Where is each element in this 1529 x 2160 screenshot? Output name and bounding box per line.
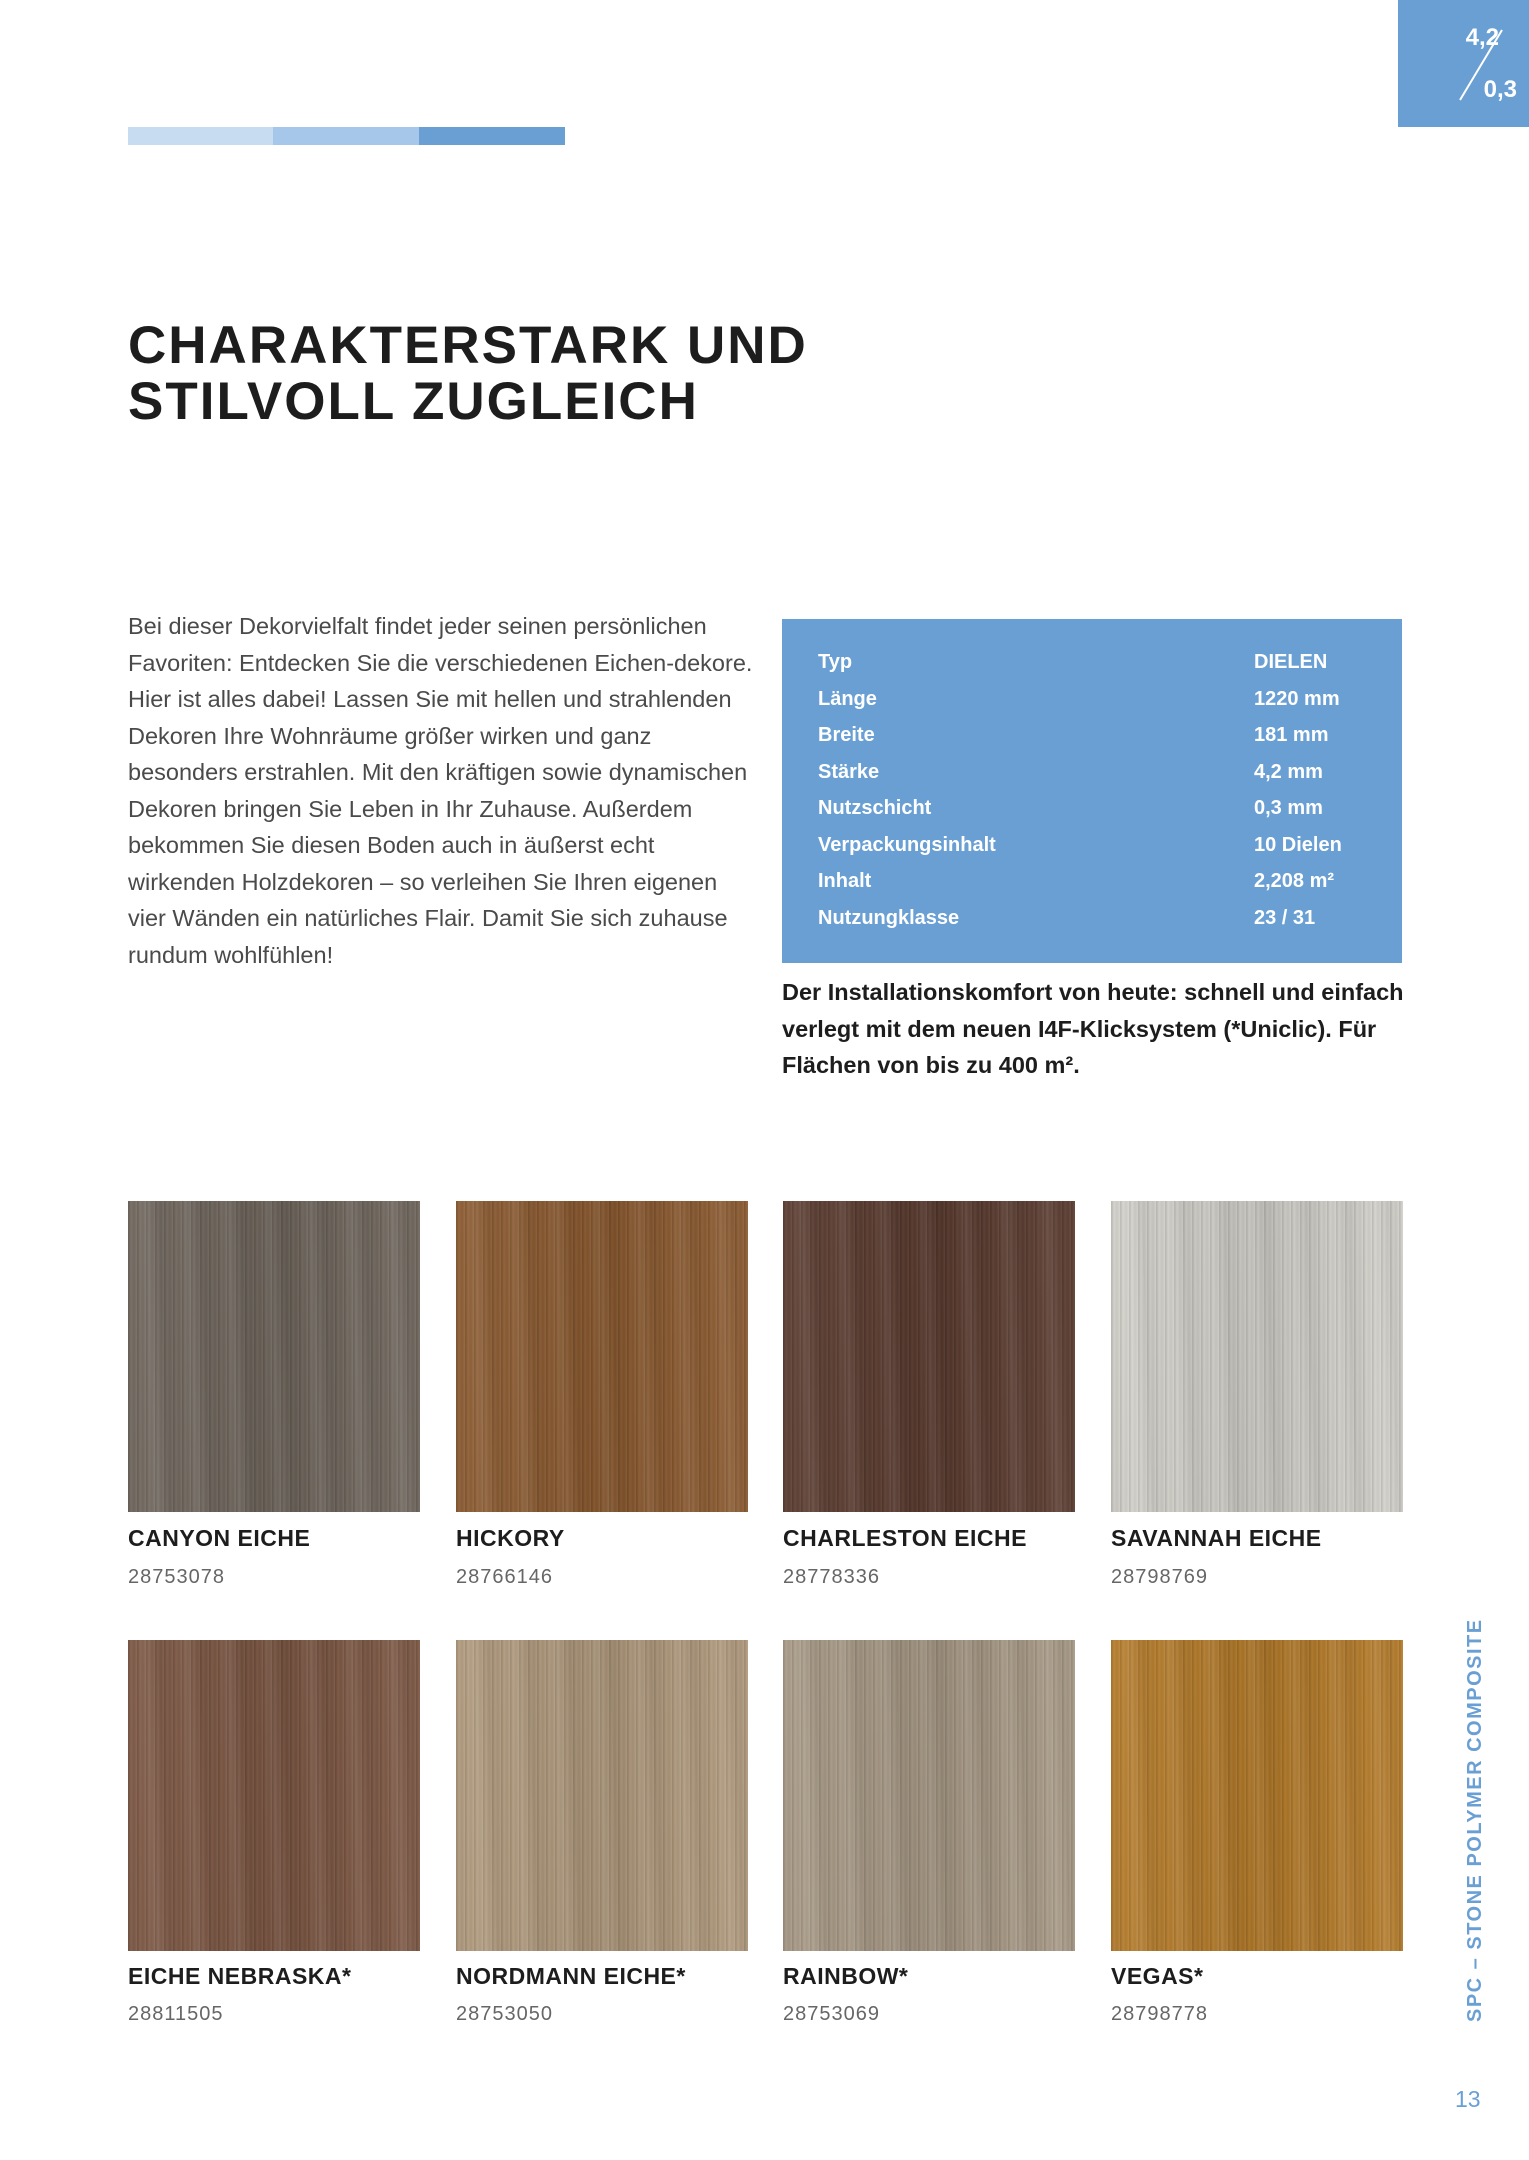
product-swatch-canyon-eiche xyxy=(128,1201,420,1512)
spec-row xyxy=(818,797,1402,834)
spec-label: Inhalt xyxy=(818,870,872,892)
product-code: 28811505 xyxy=(128,2003,224,2025)
installation-note: Der Installationskomfort von heute: schnell und einfach verlegt mit dem neuen I4F-Klicksystem (*Uniclic). Für Flächen von bis zu 400 m². xyxy=(782,979,1404,1078)
spec-row xyxy=(818,651,1402,688)
product-code: 28778336 xyxy=(783,1566,880,1588)
spec-value: 10 Dielen xyxy=(1254,833,1342,856)
product-swatch-hickory xyxy=(456,1201,748,1512)
spec-value: 4,2 mm xyxy=(1254,760,1323,783)
decor-stripe-light xyxy=(128,127,273,145)
spec-value: 181 mm xyxy=(1254,724,1329,746)
spec-row xyxy=(818,834,1402,871)
product-code: 28753069 xyxy=(783,2003,880,2025)
page-number: 13 xyxy=(1455,2086,1481,2112)
title-line-1: CHARAKTERSTARK UND xyxy=(128,316,808,375)
spec-label: Nutzschicht xyxy=(818,797,932,819)
product-name: EICHE NEBRASKA* xyxy=(128,1963,352,1989)
product-swatch-savannah-eiche xyxy=(1111,1201,1403,1512)
product-swatch-eiche-nebraska xyxy=(128,1640,420,1951)
product-name: CHARLESTON EICHE xyxy=(783,1525,1027,1551)
decor-stripe-dark xyxy=(419,127,565,145)
spec-value: 23 / 31 xyxy=(1254,906,1316,929)
page-title xyxy=(128,318,888,430)
title-line-2: STILVOLL ZUGLEICH xyxy=(128,372,699,431)
spec-value: DIELEN xyxy=(1254,651,1328,673)
spec-row xyxy=(818,724,1402,761)
spec-row xyxy=(818,761,1402,798)
product-code: 28753050 xyxy=(456,2003,553,2025)
product-code: 28798778 xyxy=(1111,2003,1208,2025)
product-name: CANYON EICHE xyxy=(128,1525,311,1551)
spec-value: 2,208 m² xyxy=(1254,870,1335,892)
product-code: 28753078 xyxy=(128,1566,225,1588)
product-swatch-rainbow xyxy=(783,1640,1075,1951)
spec-row xyxy=(818,688,1402,725)
product-name: HICKORY xyxy=(456,1525,565,1551)
product-code: 28766146 xyxy=(456,1566,553,1588)
product-swatch-vegas xyxy=(1111,1640,1403,1951)
decor-stripe-medium xyxy=(273,127,419,145)
product-name: SAVANNAH EICHE xyxy=(1111,1525,1322,1551)
product-swatch-charleston-eiche xyxy=(783,1201,1075,1512)
spec-value: 0,3 mm xyxy=(1254,797,1323,819)
spec-table xyxy=(782,619,1402,963)
diagonal-divider-icon xyxy=(1398,0,1529,127)
spec-label: Nutzungklasse xyxy=(818,906,960,929)
product-code: 28798769 xyxy=(1111,1566,1208,1588)
spec-label: Länge xyxy=(818,687,877,710)
intro-text: Bei dieser Dekorvielfalt findet jeder seinen persönlichen Favoriten: Entdecken Sie die verschiedenen Eichen-dekore. Hier ist alles dabei! Lassen Sie mit hellen und strahlenden Dekoren Ihre Wohnräume größer wirken und ganz besonders erstrahlen. Mit den kräftigen sowie dynamischen Dekoren bringen Sie Leben in Ihr Zuhause. Außerdem bekommen Sie diesen Boden auch in äußerst echt wirkenden Holzdekoren – so verleihen Sie Ihren eigenen vier Wänden ein natürliches Flair. Damit Sie sich zuhause rundum wohlfühlen! xyxy=(128,613,753,968)
product-name: RAINBOW* xyxy=(783,1963,909,1989)
thickness-badge xyxy=(1398,0,1529,127)
section-side-label: SPC – STONE POLYMER COMPOSITE xyxy=(1464,1618,1486,2022)
product-name: VEGAS* xyxy=(1111,1963,1204,1989)
spec-label: Stärke xyxy=(818,760,880,783)
spec-label: Typ xyxy=(818,651,853,673)
spec-value: 1220 mm xyxy=(1254,687,1340,710)
badge-thickness-value: 4,2 xyxy=(1465,24,1499,51)
spec-row xyxy=(818,870,1402,907)
spec-label: Verpackungsinhalt xyxy=(818,833,996,856)
product-swatch-nordmann-eiche xyxy=(456,1640,748,1951)
spec-label: Breite xyxy=(818,724,875,746)
product-name: NORDMANN EICHE* xyxy=(456,1963,686,1989)
spec-row xyxy=(818,907,1402,944)
badge-wear-layer-value: 0,3 xyxy=(1483,76,1517,103)
